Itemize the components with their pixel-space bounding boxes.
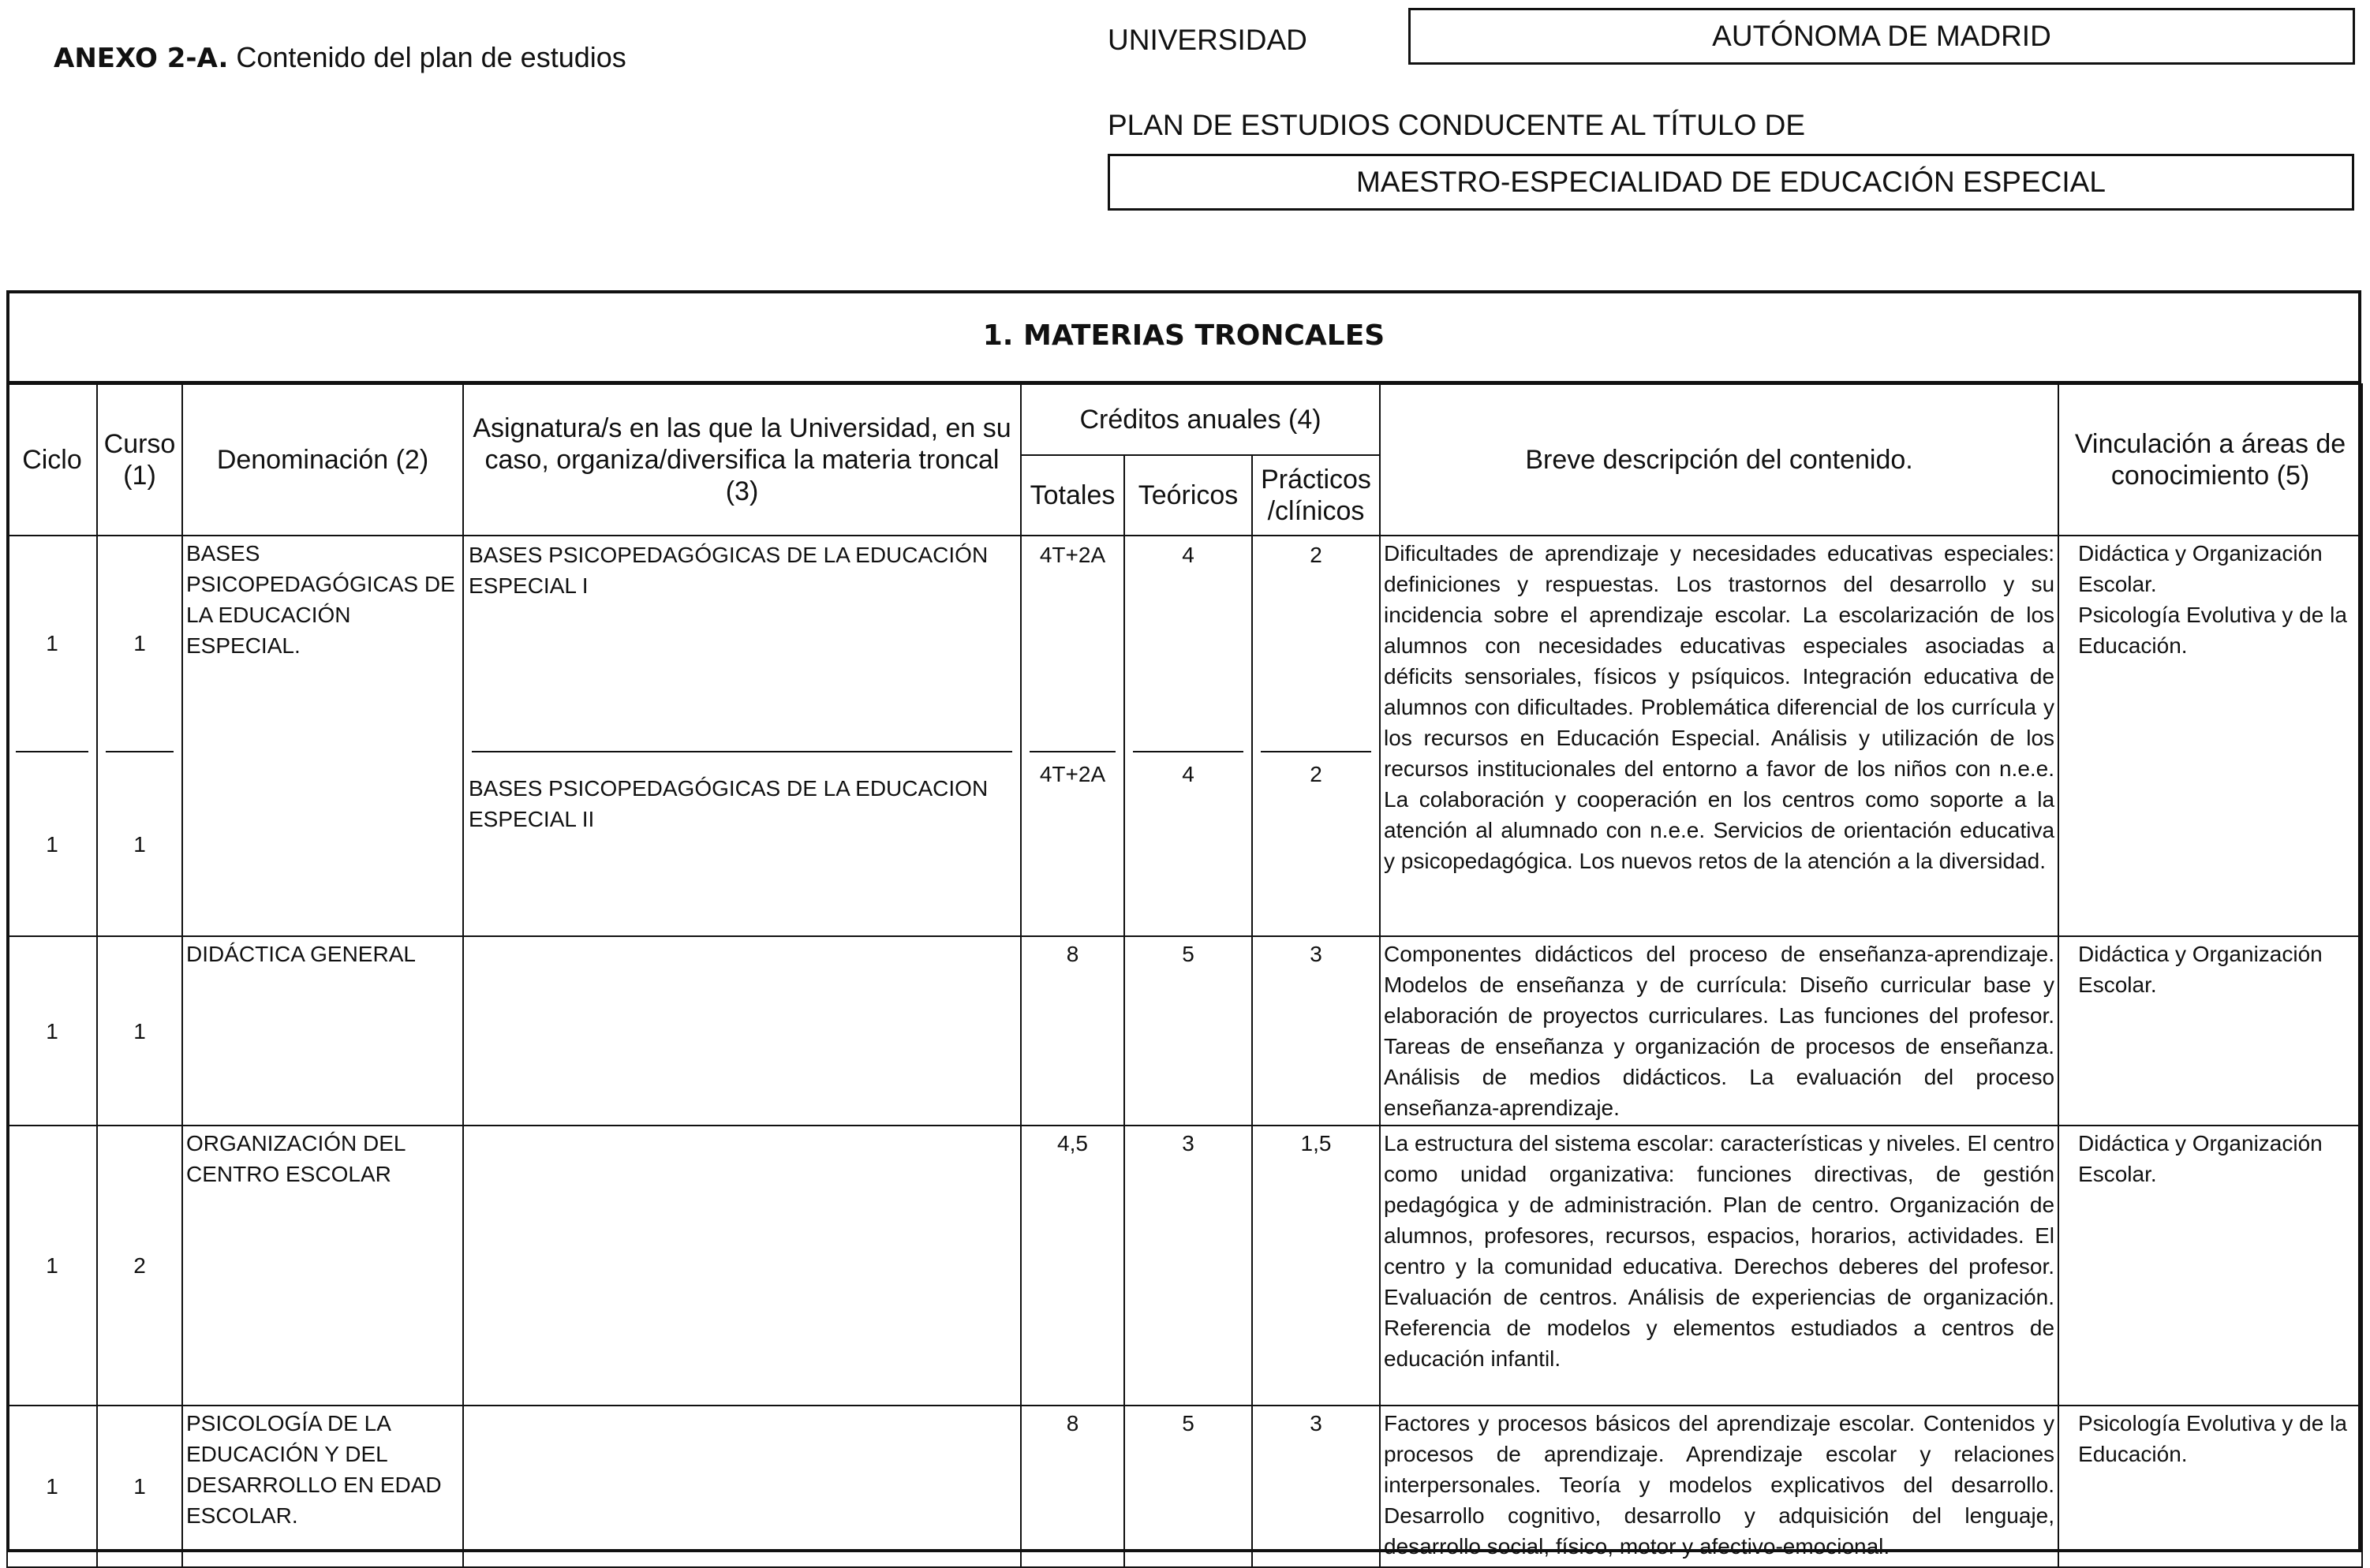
ciclo-cell: 1 (7, 1406, 97, 1567)
asignatura-cell (463, 536, 1021, 936)
curso-cell: 2 (97, 1126, 182, 1406)
teoricos-value: 4 (1182, 543, 1194, 567)
practicos-value: 2 (1310, 543, 1322, 567)
university-value-box: AUTÓNOMA DE MADRID (1408, 8, 2355, 65)
curso-cell (97, 536, 182, 936)
teoricos-cell: 3 (1124, 1126, 1252, 1406)
descripcion-cell: Factores y procesos básicos del aprendizaje escolar. Contenidos y procesos de aprendizaje. Aprendizaje escolar y relaciones interpersonales. Teoría y modelos explicativos del desarrollo. Desarrollo cognitivo, desarrollo y adquisición del lenguaje, desarrollo social, físico, motor y afectivo-emocional. (1380, 1406, 2058, 1567)
descripcion-cell: Componentes didácticos del proceso de enseñanza-aprendizaje. Modelos de enseñanza y de currícula: Diseño curricular base y elaboración de proyectos curriculares. Las funciones del profesor. Tareas de enseñanza y organización de procesos de enseñanza. Análisis de medios didácticos. La evaluación del proceso enseñanza-aprendizaje. (1380, 936, 2058, 1126)
asignatura-value: BASES PSICOPEDAGÓGICAS DE LA EDUCACIÓN ESPECIAL I (469, 543, 989, 598)
totales-cell: 4,5 (1021, 1126, 1124, 1406)
descripcion-cell: La estructura del sistema escolar: características y niveles. El centro como unidad organizativa: funciones directivas, de gestión pedagógica y de administración. Plan de centro. Organización de alumnos, profesores, recursos, espacios, horarios, actividades. El centro y la comunidad educativa. Derechos deberes del profesor. Evaluación de centros. Análisis de experiencias de organización. Referencia de modelos y elementos estudiados a centros de educación infantil. (1380, 1126, 2058, 1406)
plan-label: PLAN DE ESTUDIOS CONDUCENTE AL TÍTULO DE (1108, 109, 1806, 141)
annex-heading (54, 41, 626, 74)
annex-label: ANEXO 2-A. (54, 43, 229, 74)
totales-value: 4T+2A (1039, 762, 1106, 786)
curso-value: 1 (133, 832, 146, 857)
section-title: 1. MATERIAS TRONCALES (6, 290, 2361, 383)
col-header-ciclo: Ciclo (7, 384, 97, 536)
teoricos-cell: 5 (1124, 936, 1252, 1126)
vinculacion-cell (2058, 536, 2362, 936)
practicos-cell: 3 (1252, 936, 1380, 1126)
asignatura-cell (463, 1126, 1021, 1406)
col-header-totales: Totales (1021, 455, 1124, 536)
denominacion-cell: DIDÁCTICA GENERAL (182, 936, 463, 1126)
vinculacion-area: Didáctica y Organización Escolar. (2078, 541, 2323, 596)
vinculacion-cell (2058, 936, 2362, 1126)
descripcion-cell: Dificultades de aprendizaje y necesidades educativas especiales: definiciones y respuestas. Los trastornos del desarrollo y su incidencia sobre el aprendizaje escolar. La escolarización de los alumnos con necesidades educativas especiales asociadas a déficits sensoriales, físicos y psíquicos. Integración educativa de alumnos con dificultades. Problemática diferencial de los currícula y los recursos en Educación Especial. Análisis y utilización de los recursos institucionales del entorno a favor de los niños con n.e.e. La colaboración y cooperación en los centros como soporte a la atención al alumnado con n.e.e. Servicios de orientación educativa y psicopedagógica. Los nuevos retos de la atención a la diversidad. (1380, 536, 2058, 936)
curso-cell: 1 (97, 1406, 182, 1567)
curso-value: 1 (133, 630, 146, 655)
totales-value: 4T+2A (1039, 543, 1106, 567)
divider (16, 751, 88, 752)
vinculacion-cell (2058, 1126, 2362, 1406)
col-header-asignatura: Asignatura/s en las que la Universidad, en su caso, organiza/diversifica la materia troncal (3) (463, 384, 1021, 536)
divider (1133, 751, 1243, 752)
teoricos-cell (1124, 536, 1252, 936)
ciclo-cell: 1 (7, 1126, 97, 1406)
ciclo-cell: 1 (7, 936, 97, 1126)
divider (472, 751, 1012, 752)
col-header-denominacion: Denominación (2) (182, 384, 463, 536)
totales-cell (1021, 536, 1124, 936)
ciclo-value: 1 (46, 630, 58, 655)
ciclo-cell (7, 536, 97, 936)
vinculacion-area: Psicología Evolutiva y de la Educación. (2078, 603, 2347, 658)
col-header-curso: Curso (1) (97, 384, 182, 536)
curso-cell: 1 (97, 936, 182, 1126)
denominacion-cell: PSICOLOGÍA DE LA EDUCACIÓN Y DEL DESARROLLO EN EDAD ESCOLAR. (182, 1406, 463, 1567)
divider (1030, 751, 1116, 752)
vinculacion-area: Didáctica y Organización Escolar. (2078, 1131, 2323, 1186)
totales-cell: 8 (1021, 1406, 1124, 1567)
practicos-cell: 3 (1252, 1406, 1380, 1567)
col-header-practicos: Prácticos /clínicos (1252, 455, 1380, 536)
asignatura-value: BASES PSICOPEDAGÓGICAS DE LA EDUCACION ESPECIAL II (469, 776, 989, 831)
vinculacion-area: Didáctica y Organización Escolar. (2078, 942, 2323, 997)
asignatura-cell (463, 1406, 1021, 1567)
vinculacion-cell (2058, 1406, 2362, 1567)
annex-text: Contenido del plan de estudios (236, 41, 626, 73)
practicos-cell (1252, 536, 1380, 936)
table-row (7, 936, 2362, 1126)
col-header-descripcion: Breve descripción del contenido. (1380, 384, 2058, 536)
practicos-value: 2 (1310, 762, 1322, 786)
ciclo-value: 1 (46, 832, 58, 857)
divider (1261, 751, 1371, 752)
table-row (7, 536, 2362, 936)
denominacion-cell: BASES PSICOPEDAGÓGICAS DE LA EDUCACIÓN ESPECIAL. (182, 536, 463, 936)
vinculacion-area: Psicología Evolutiva y de la Educación. (2078, 1411, 2347, 1466)
table-row (7, 1126, 2362, 1406)
table-row (7, 1406, 2362, 1567)
asignatura-cell (463, 936, 1021, 1126)
col-header-vinculacion: Vinculación a áreas de conocimiento (5) (2058, 384, 2362, 536)
col-header-creditos: Créditos anuales (4) (1021, 384, 1380, 455)
degree-title-box: MAESTRO-ESPECIALIDAD DE EDUCACIÓN ESPECIAL (1108, 154, 2354, 211)
curriculum-table (6, 383, 2363, 1568)
practicos-cell: 1,5 (1252, 1126, 1380, 1406)
totales-cell: 8 (1021, 936, 1124, 1126)
teoricos-cell: 5 (1124, 1406, 1252, 1567)
col-header-teoricos: Teóricos (1124, 455, 1252, 536)
university-label: UNIVERSIDAD (1108, 24, 1307, 56)
teoricos-value: 4 (1182, 762, 1194, 786)
divider (106, 751, 174, 752)
denominacion-cell: ORGANIZACIÓN DEL CENTRO ESCOLAR (182, 1126, 463, 1406)
